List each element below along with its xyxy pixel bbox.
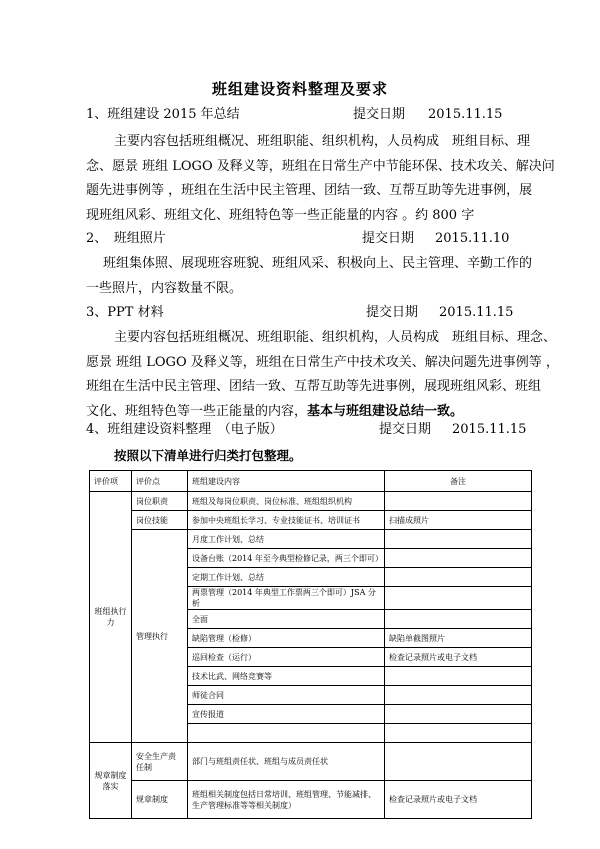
- table-row: [90, 530, 532, 549]
- content-cell: [188, 781, 385, 819]
- submit-date: 2015.11.15: [428, 107, 503, 122]
- content-line: 班组相关制度包括日常培训、班组管理、节能减排、: [192, 789, 376, 799]
- paragraph-line: 现班组风彩、班组文化、班组特色等一些正能量的内容 。约 800 字: [86, 207, 475, 223]
- section-1-heading: [86, 105, 526, 125]
- emphasis-text: 基本与班组建设总结一致。: [307, 403, 464, 419]
- point-cell: 安全生产责任制: [132, 743, 188, 781]
- note-cell: [385, 587, 532, 610]
- section-3-heading: [86, 303, 526, 323]
- section-3-body: [86, 326, 559, 424]
- note-cell: [385, 492, 532, 511]
- group-cell: 班组执行力: [90, 492, 132, 743]
- content-cell: 参加中央班组长学习、专业技能证书、培训证书: [188, 511, 385, 530]
- paragraph-line: 愿景 班组 LOGO 及释义等，班组在日常生产中技术攻关、解决问题先进事例等 ，: [86, 354, 559, 370]
- note-cell: [385, 610, 532, 629]
- content-cell: [188, 724, 385, 743]
- table-instruction: 按照以下清单进行归类打包整理。: [114, 448, 302, 463]
- section-1-body: [86, 130, 555, 228]
- table-header-row: [90, 471, 532, 492]
- point-cell: 规章制度: [132, 781, 188, 819]
- submit-date: 2015.11.15: [439, 305, 514, 320]
- page-title: 班组建设资料整理及要求: [211, 80, 388, 98]
- content-cell: 全面: [188, 610, 385, 629]
- paragraph-line: 一些照片，内容数量不限。: [86, 280, 243, 296]
- content-cell: 宣传报道: [188, 705, 385, 724]
- content-cell: 定期工作计划、总结: [188, 568, 385, 587]
- content-cell: 设备台账（2014 年至今典型检修记录，两三个即可）: [188, 549, 385, 568]
- content-cell: 师徒合同: [188, 686, 385, 705]
- submit-date: 2015.11.15: [452, 422, 527, 437]
- note-cell: [385, 667, 532, 686]
- paragraph-line: 班组在生活中民主管理、团结一致、互帮互助等先进事例，展现班组风彩、班组: [86, 379, 542, 394]
- table-row: [90, 781, 532, 819]
- content-cell: 技术比武、网络竞赛等: [188, 667, 385, 686]
- submit-date: 2015.11.10: [435, 231, 510, 246]
- note-cell: [385, 743, 532, 781]
- table-row: [90, 492, 532, 511]
- header-cell: 评价项: [90, 471, 132, 492]
- note-cell: [385, 705, 532, 724]
- content-cell: 月度工作计划、总结: [188, 530, 385, 549]
- table-row: [90, 743, 532, 781]
- note-cell: [385, 724, 532, 743]
- paragraph-line: 念、愿景 班组 LOGO 及释义等，班组在日常生产中节能环保、技术攻关、解决问: [86, 158, 555, 174]
- note-cell: [385, 568, 532, 587]
- paragraph-line: 主要内容包括班组概况、班组职能、组织机构，人员构成 班组目标、理念、: [114, 330, 557, 345]
- group-cell: 规章制度落实: [90, 743, 132, 819]
- note-cell: [385, 686, 532, 705]
- section-2-heading: [86, 229, 526, 249]
- content-line: 生产管理标准等等相关制度）: [192, 800, 296, 810]
- materials-table: [89, 470, 532, 819]
- section-heading-text: 4、班组建设资料整理 （电子版）: [86, 422, 283, 437]
- paragraph-text: 文化、班组特色等一些正能量的内容，: [86, 403, 308, 419]
- header-cell: 评价点: [132, 471, 188, 492]
- note-cell: 检查记录照片或电子文档: [385, 648, 532, 667]
- submit-date-label: 提交日期: [353, 107, 406, 122]
- content-cell: 缺陷管理（检修）: [188, 629, 385, 648]
- paragraph-line: 题先进事例等 ，班组在生活中民主管理、团结一致、互帮互助等先进事例，展: [86, 183, 533, 198]
- submit-date-label: 提交日期: [362, 231, 415, 246]
- header-cell: 班组建设内容: [188, 471, 385, 492]
- note-cell: 缺陷单截图照片: [385, 629, 532, 648]
- submit-date-label: 提交日期: [366, 305, 419, 320]
- point-cell: 管理执行: [132, 530, 188, 743]
- section-4-heading: [86, 420, 526, 440]
- header-cell: 备注: [385, 471, 532, 492]
- content-cell: 巡回检查（运行）: [188, 648, 385, 667]
- section-heading-text: 2、 班组照片: [86, 231, 166, 246]
- paragraph-line: 班组集体照、展现班容班貌、班组风采、积极向上、民主管理、辛勤工作的: [103, 256, 533, 271]
- section-heading-text: 3、PPT 材料: [86, 305, 164, 320]
- note-cell: 扫描成照片: [385, 511, 532, 530]
- content-cell: 部门与班组责任状、班组与成员责任状: [188, 743, 385, 781]
- note-cell: 检查记录照片或电子文档: [385, 781, 532, 819]
- content-cell: 两票管理（2014 年典型工作票两三个即可）JSA 分析: [188, 587, 385, 610]
- content-cell: 班组及每岗位职责、岗位标准、班组组织机构: [188, 492, 385, 511]
- note-cell: [385, 549, 532, 568]
- point-cell: 岗位职责: [132, 492, 188, 511]
- table-row: [90, 511, 532, 530]
- point-cell: 岗位技能: [132, 511, 188, 530]
- submit-date-label: 提交日期: [379, 422, 432, 437]
- note-cell: [385, 530, 532, 549]
- section-heading-text: 1、班组建设 2015 年总结: [86, 107, 240, 122]
- paragraph-line: 主要内容包括班组概况、班组职能、组织机构，人员构成 班组目标、理: [114, 134, 531, 149]
- section-2-body: [86, 252, 533, 301]
